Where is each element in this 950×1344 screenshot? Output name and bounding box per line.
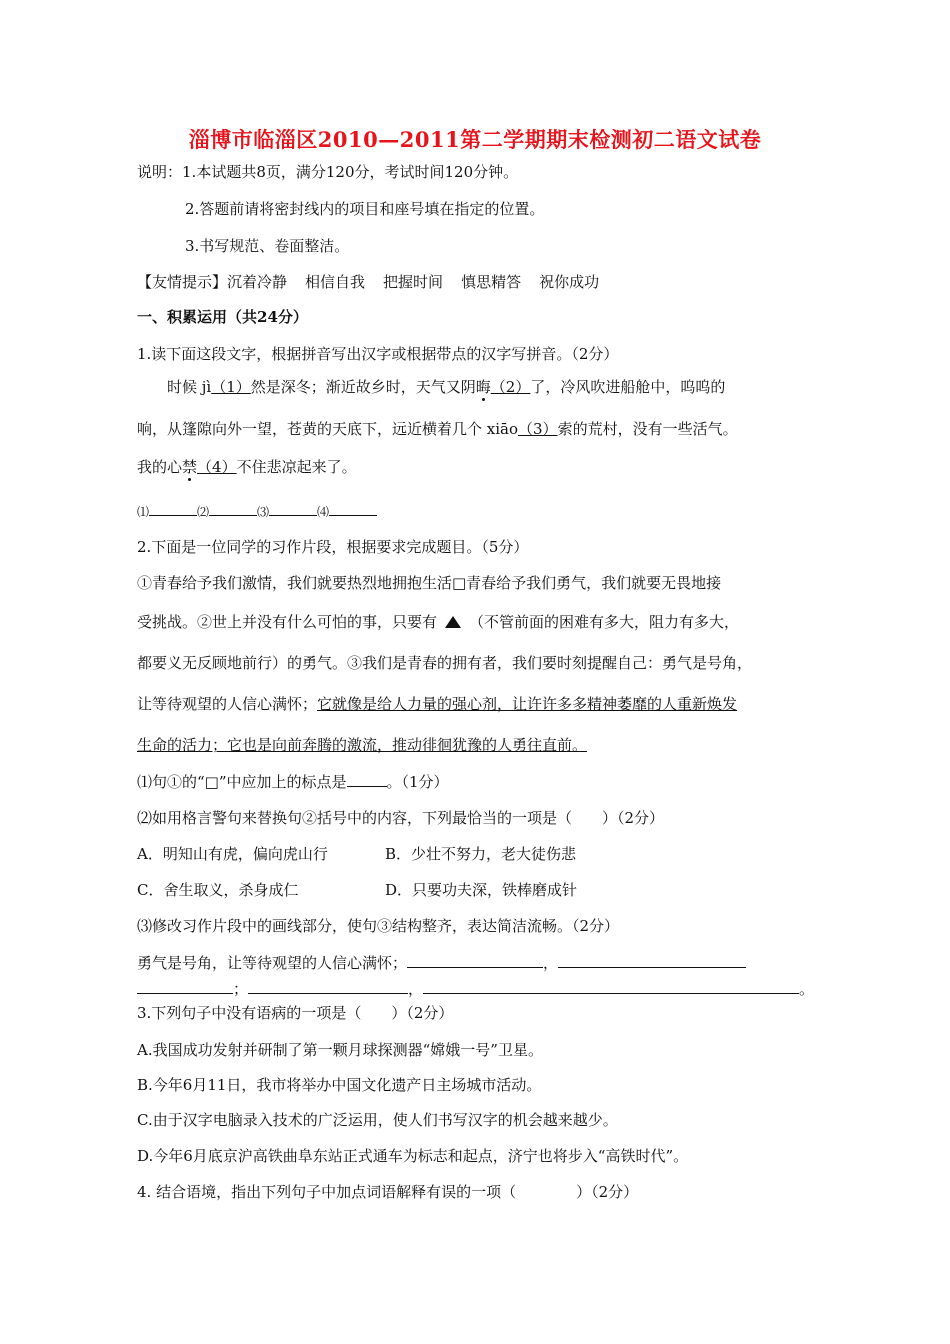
- q1-passage-line-3: [137, 457, 357, 477]
- q3-stem: 3.下列句子中没有语病的一项是（ ）（2分）: [137, 1004, 454, 1022]
- q2-underlined-line-5: 生命的活力；它也是向前奔腾的激流，推动徘徊犹豫的人勇往直前。: [137, 736, 588, 754]
- tip-label: 【友情提示】: [137, 273, 228, 291]
- instructions-line-1: [137, 162, 518, 182]
- triangle-icon: [445, 616, 461, 628]
- instruction-item-3: 3.书写规范、卷面整洁。: [185, 237, 350, 255]
- q2-text: ，: [543, 954, 559, 972]
- q2-text: ；: [233, 980, 249, 998]
- q1-answer-label-4: ⑷: [317, 505, 330, 519]
- q3-option-d: D.今年6月底京沪高铁曲阜东站正式通车为标志和起点，济宁也将步入“高铁时代”。: [137, 1147, 689, 1165]
- q1-dotted-char-1: 晦: [475, 378, 491, 396]
- q1-text: 了，冷风吹进船舱中，呜呜的: [530, 378, 726, 396]
- q1-answer-blank-1[interactable]: [149, 501, 197, 516]
- tip-item: 沉着冷静: [227, 273, 288, 291]
- q1-blank-3[interactable]: （3）: [518, 420, 558, 438]
- q1-blank-1[interactable]: （1）: [211, 378, 251, 396]
- q1-text: 不住悲凉起来了。: [236, 458, 357, 476]
- q2-option-d: D．只要功夫深，铁棒磨成针: [385, 881, 578, 899]
- q1-blank-2[interactable]: （2）: [490, 378, 531, 396]
- q1-answer-label-2: ⑵: [197, 505, 210, 519]
- q2-rewrite-blank-5[interactable]: [423, 979, 799, 994]
- q2-text: ，: [408, 980, 424, 998]
- q2-rewrite-blank-4[interactable]: [248, 979, 408, 994]
- q2-underlined-part: 它就像是给人力量的强心剂，让许许多多精神萎靡的人重新焕发: [317, 695, 738, 713]
- tip-item: 把握时间: [383, 273, 444, 291]
- q2-text: 。（1分）: [386, 773, 449, 791]
- q2-rewrite-blank-3[interactable]: [137, 979, 233, 994]
- q1-text: 我的心: [137, 458, 183, 476]
- q1-answer-blank-3[interactable]: [269, 501, 317, 516]
- q2-passage-line-1: ①青春给予我们激情，我们就要热烈地拥抱生活□青春给予我们勇气，我们就要无畏地接: [137, 574, 722, 592]
- q1-stem: 1.读下面这段文字，根据拼音写出汉字或根据带点的汉字写拼音。（2分）: [137, 345, 619, 363]
- q3-option-b: B.今年6月11日，我市将举办中国文化遗产日主场城市活动。: [137, 1076, 542, 1094]
- q2-passage-line-3: 都要义无反顾地前行）的勇气。③我们是青春的拥有者，我们要时刻提醒自己：勇气是号角，: [137, 654, 753, 672]
- instructions-label: 说明：: [137, 163, 183, 181]
- q1-answer-blank-4[interactable]: [329, 501, 377, 516]
- q2-rewrite-line-2: [137, 979, 814, 999]
- q2-rewrite-blank-1[interactable]: [407, 953, 543, 968]
- q2-punctuation-blank[interactable]: [347, 772, 387, 787]
- q2-passage-line-2: [137, 612, 739, 632]
- q3-option-a: A.我国成功发射并研制了第一颗月球探测器“嫦娥一号”卫星。: [137, 1041, 543, 1059]
- q2-option-c: C．舍生取义，杀身成仁: [137, 881, 299, 899]
- q2-options-row-1: [137, 844, 576, 864]
- q3-option-c: C.由于汉字电脑录入技术的广泛运用，使人们书写汉字的机会越来越少。: [137, 1111, 618, 1129]
- tip-item: 祝你成功: [539, 273, 600, 291]
- q2-text: 受挑战。②世上并没有什么可怕的事，只要有: [137, 613, 438, 631]
- q2-stem: 2.下面是一位同学的习作片段，根据要求完成题目。（5分）: [137, 538, 529, 556]
- q2-options-row-2: [137, 880, 577, 900]
- q1-blank-4[interactable]: （4）: [197, 458, 237, 476]
- exam-title: 淄博市临淄区2010—2011第二学期期末检测初二语文试卷: [188, 127, 762, 152]
- tip-item: 相信自我: [305, 273, 366, 291]
- q2-sub-2: ⑵如用格言警句来替换句②括号中的内容，下列最恰当的一项是（ ）（2分）: [137, 809, 665, 827]
- instruction-item-1: 1.本试题共8页，满分120分，考试时间120分钟。: [182, 163, 519, 181]
- q1-text: 响，从篷隙向外一望，苍黄的天底下，远近横着几个 xiāo: [137, 420, 519, 438]
- q1-passage-line-1: [167, 377, 725, 397]
- q1-dotted-char-2: 禁: [182, 458, 198, 476]
- q2-option-a: A．明知山有虎，偏向虎山行: [137, 845, 328, 863]
- q1-answer-label-3: ⑶: [257, 505, 270, 519]
- q2-text: 。: [799, 980, 815, 998]
- q1-answer-blanks: [137, 501, 377, 522]
- q2-text: 勇气是号角，让等待观望的人信心满怀；: [137, 954, 408, 972]
- q1-passage-line-2: [137, 419, 738, 439]
- q2-text: （不管前面的困难有多大，阻力有多大，: [469, 613, 740, 631]
- q4-stem: 4. 结合语境，指出下列句子中加点词语解释有误的一项（ ）（2分）: [137, 1183, 639, 1201]
- q1-answer-label-1: ⑴: [137, 505, 150, 519]
- q1-text: 时候 jì: [167, 378, 212, 396]
- q1-text: 然是深冬；渐近故乡时，天气又阴: [250, 378, 476, 396]
- tip-item: 慎思精答: [461, 273, 522, 291]
- friendly-tip: [137, 272, 599, 292]
- q2-rewrite-line-1: [137, 953, 746, 973]
- q2-triangle-blank[interactable]: [437, 613, 469, 631]
- q1-answer-blank-2[interactable]: [209, 501, 257, 516]
- q2-rewrite-blank-2[interactable]: [558, 953, 746, 968]
- q2-text: 让等待观望的人信心满怀；: [137, 695, 318, 713]
- q2-passage-line-4: [137, 694, 737, 714]
- q2-sub-3: ⑶修改习作片段中的画线部分，使句③结构整齐，表达简洁流畅。（2分）: [137, 917, 620, 935]
- section-1-heading: 一、积累运用（共24分）: [137, 308, 308, 326]
- q2-sub-1: [137, 772, 449, 792]
- q1-text: 索的荒村，没有一些活气。: [557, 420, 738, 438]
- q2-text: ⑴句①的“□”中应加上的标点是: [137, 773, 347, 791]
- q2-option-b: B．少壮不努力，老大徒伤悲: [385, 845, 577, 863]
- instruction-item-2: 2.答题前请将密封线内的项目和座号填在指定的位置。: [185, 200, 545, 218]
